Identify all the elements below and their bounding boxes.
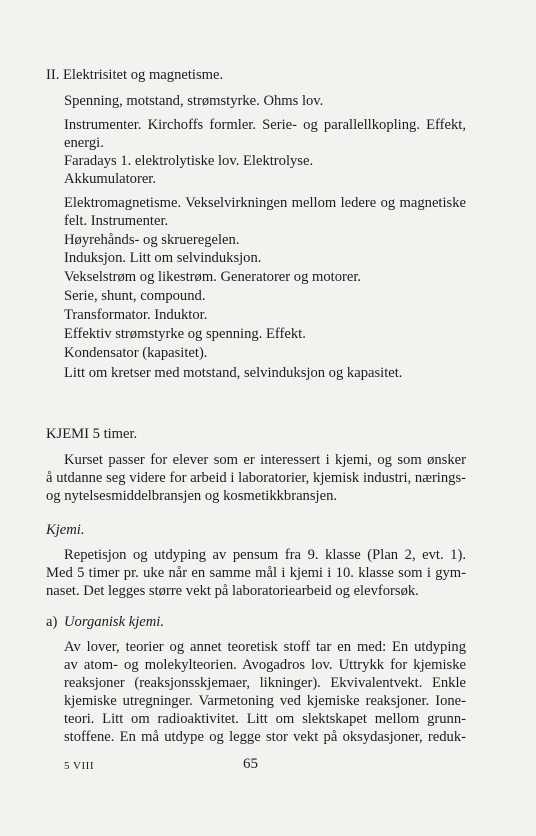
list-item: Elektromagnetisme. Vekselvirkningen mellom ledere og magnetiske	[64, 195, 466, 211]
paragraph-line: av atom- og molekylteorien. Avogadros lov. Uttrykk for kjemiske	[64, 657, 466, 673]
list-item: Induksjon. Litt om selvinduksjon.	[64, 250, 262, 266]
paragraph-line: Av lover, teorier og annet teoretisk stoff tar en med: En utdyping	[64, 639, 466, 655]
list-item: Akkumulatorer.	[64, 171, 157, 187]
list-item: Instrumenter. Kirchoffs formler. Serie- og parallellkopling. Effekt,	[64, 117, 466, 133]
list-item: Transformator. Induktor.	[64, 307, 208, 323]
list-item: Faradays 1. elektrolytiske lov. Elektrolyse.	[64, 153, 314, 169]
list-item: Høyrehånds- og skrueregelen.	[64, 232, 240, 248]
list-item: felt. Instrumenter.	[64, 213, 169, 229]
section-heading: II. Elektrisitet og magnetisme.	[46, 67, 224, 83]
subsection-label: a)	[46, 614, 58, 630]
subsection-title: Uorganisk kjemi.	[64, 614, 164, 630]
paragraph-line: reaksjoner (reaksjonsskjemaer, likninger). Ekvivalentvekt. Enkle	[64, 675, 466, 691]
paragraph-line: Med 5 timer pr. uke når en samme mål i kjemi i 10. klasse som i gym-	[46, 565, 466, 581]
kjemi-heading: KJEMI 5 timer.	[46, 426, 138, 442]
paragraph-line: stoffene. En må utdype og legge stor vekt på oksydasjoner, reduk-	[64, 729, 466, 745]
printer-signature: 5 VIII	[64, 760, 94, 772]
paragraph-line: Kurset passer for elever som er interessert i kjemi, og som ønsker	[64, 452, 466, 468]
paragraph-line: kjemiske utregninger. Varmetoning ved kjemiske reaksjoner. Ione-	[64, 693, 466, 709]
paragraph-line: naset. Det legges større vekt på laboratoriearbeid og elevforsøk.	[46, 583, 419, 599]
list-item: Kondensator (kapasitet).	[64, 345, 208, 361]
paragraph-line: og nytelsesmiddelbransjen og kosmetikkbransjen.	[46, 488, 338, 504]
list-item: Effektiv strømstyrke og spenning. Effekt.	[64, 326, 306, 342]
list-item: energi.	[64, 135, 104, 151]
list-item: Vekselstrøm og likestrøm. Generatorer og motorer.	[64, 269, 362, 285]
list-item: Serie, shunt, compound.	[64, 288, 206, 304]
list-item: Litt om kretser med motstand, selvinduksjon og kapasitet.	[64, 365, 403, 381]
page-number: 65	[243, 756, 258, 772]
paragraph-line: å utdanne seg videre for arbeid i laboratorier, kjemisk industri, nærings-	[46, 470, 466, 486]
list-item: Spenning, motstand, strømstyrke. Ohms lov.	[64, 93, 324, 109]
paragraph-line: teori. Litt om radioaktivitet. Litt om slektskapet mellom grunn-	[64, 711, 466, 727]
paragraph-line: Repetisjon og utdyping av pensum fra 9. klasse (Plan 2, evt. 1).	[64, 547, 466, 563]
kjemi-subheading: Kjemi.	[46, 522, 85, 538]
